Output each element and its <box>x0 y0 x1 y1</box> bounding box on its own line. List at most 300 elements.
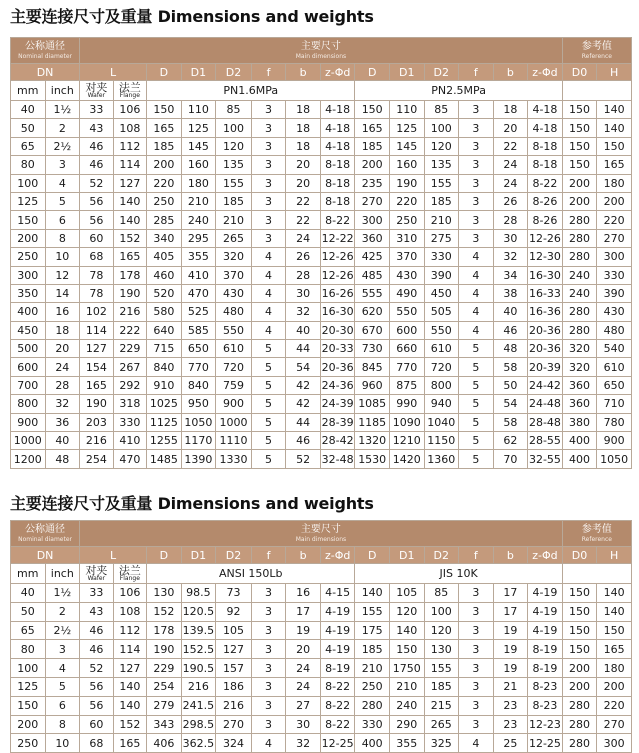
unit-inch: inch <box>45 81 80 101</box>
table-cell: 3 <box>251 715 286 734</box>
table-cell: 370 <box>389 248 424 266</box>
table-cell: 85 <box>216 101 252 119</box>
table-cell: 3 <box>251 621 286 640</box>
table-cell: 3 <box>251 211 286 229</box>
table-cell: 1125 <box>147 413 182 431</box>
table-cell: 120 <box>216 137 252 155</box>
table-cell: 550 <box>389 303 424 321</box>
table-cell: 3 <box>459 156 494 174</box>
col-b: b <box>286 547 321 564</box>
table-cell: 3 <box>459 211 494 229</box>
unit-flange: 法兰 Flange <box>113 81 147 101</box>
table-cell: 145 <box>389 137 424 155</box>
table-cell: 120 <box>389 602 424 621</box>
table-cell: 525 <box>181 303 216 321</box>
table-cell: 770 <box>389 358 424 376</box>
table-cell: 400 <box>11 303 46 321</box>
table-cell: 210 <box>216 211 252 229</box>
table-cell: 4-15 <box>320 584 355 603</box>
table-cell: 80 <box>11 640 46 659</box>
table-cell: 1090 <box>389 413 424 431</box>
table-cell: 110 <box>181 101 216 119</box>
table-cell: 220 <box>597 211 632 229</box>
table-cell: 24-36 <box>320 376 355 394</box>
table-cell: 220 <box>389 192 424 210</box>
table-cell: 900 <box>216 395 252 413</box>
table-cell: 3 <box>459 659 494 678</box>
table-cell: 112 <box>113 137 147 155</box>
table-cell: 152.5 <box>181 640 216 659</box>
table-cell: 800 <box>11 395 46 413</box>
table-cell: 56 <box>80 211 114 229</box>
table-cell: 10 <box>45 248 80 266</box>
table-row <box>11 602 632 621</box>
table-cell: 292 <box>113 376 147 394</box>
table-cell: 20-36 <box>320 358 355 376</box>
table-cell: 24 <box>493 156 528 174</box>
table-cell: 280 <box>562 734 597 753</box>
table-cell: 73 <box>216 584 252 603</box>
table-cell: 127 <box>80 340 114 358</box>
col-z-phid: z-Φd <box>528 64 563 81</box>
table-cell: 4-18 <box>528 101 563 119</box>
table-cell: 324 <box>216 734 252 753</box>
table-cell: 125 <box>11 677 46 696</box>
table-cell: 3 <box>251 119 286 137</box>
col-d0: D0 <box>562 547 597 564</box>
table-cell: 19 <box>493 659 528 678</box>
table-cell: 180 <box>181 174 216 192</box>
table-cell: 8-22 <box>528 174 563 192</box>
table-cell: 165 <box>80 376 114 394</box>
table-cell: 152 <box>113 229 147 247</box>
table-cell: 150 <box>562 584 597 603</box>
table-cell: 200 <box>147 156 182 174</box>
table-cell: 12-23 <box>528 715 563 734</box>
table-cell: 4-19 <box>320 602 355 621</box>
table-cell: 8-19 <box>320 659 355 678</box>
table-cell: 24 <box>45 358 80 376</box>
table-cell: 32 <box>286 734 321 753</box>
table-cell: 270 <box>216 715 252 734</box>
table-cell: 28-48 <box>528 413 563 431</box>
table-cell: 320 <box>562 358 597 376</box>
table-cell: 23 <box>493 715 528 734</box>
table-cell: 165 <box>597 156 632 174</box>
table-cell: 220 <box>597 696 632 715</box>
table-cell: 3 <box>251 101 286 119</box>
table-cell: 19 <box>493 621 528 640</box>
table-cell: 4 <box>251 303 286 321</box>
table-cell: 185 <box>216 192 252 210</box>
table-cell: 17 <box>286 602 321 621</box>
table-cell: 8-18 <box>528 137 563 155</box>
table-cell: 1025 <box>147 395 182 413</box>
table-cell: 106 <box>113 584 147 603</box>
table-cell: 280 <box>562 211 597 229</box>
table-cell: 175 <box>355 621 390 640</box>
table-cell: 114 <box>113 640 147 659</box>
table-cell: 8-26 <box>528 192 563 210</box>
table-cell: 26 <box>493 192 528 210</box>
table-cell: 20 <box>286 156 321 174</box>
table-cell: 16-33 <box>528 284 563 302</box>
table-row <box>11 450 632 468</box>
col-d: D <box>147 547 182 564</box>
table-cell: 1½ <box>45 101 80 119</box>
table-cell: 140 <box>113 211 147 229</box>
table-cell: 5 <box>251 432 286 450</box>
table-cell: 1420 <box>389 450 424 468</box>
table-cell: 406 <box>147 734 182 753</box>
table-cell: 298.5 <box>181 715 216 734</box>
table-cell: 1485 <box>147 450 182 468</box>
table-cell: 1000 <box>216 413 252 431</box>
table-cell: 875 <box>389 376 424 394</box>
table-cell: 16-30 <box>320 303 355 321</box>
table-cell: 165 <box>113 734 147 753</box>
table-cell: 70 <box>493 450 528 468</box>
table-cell: 150 <box>562 602 597 621</box>
table-cell: 405 <box>147 248 182 266</box>
table-cell: 5 <box>251 395 286 413</box>
table-cell: 140 <box>597 119 632 137</box>
table-cell: 410 <box>181 266 216 284</box>
table-cell: 78 <box>80 284 114 302</box>
table-cell: 220 <box>147 174 182 192</box>
table-cell: 3 <box>459 192 494 210</box>
table-cell: 290 <box>389 715 424 734</box>
table-cell: 759 <box>216 376 252 394</box>
table-cell: 4-19 <box>320 621 355 640</box>
table-cell: 3 <box>251 696 286 715</box>
table-row <box>11 584 632 603</box>
table-cell: 1200 <box>11 450 46 468</box>
table-cell: 216 <box>113 303 147 321</box>
table-cell: 18 <box>493 101 528 119</box>
table-cell: 390 <box>424 266 459 284</box>
table-cell: 140 <box>113 677 147 696</box>
table-cell: 165 <box>355 119 390 137</box>
table-cell: 3 <box>45 156 80 174</box>
table-cell: 5 <box>459 413 494 431</box>
table-cell: 150 <box>389 640 424 659</box>
table-cell: 80 <box>11 156 46 174</box>
table-cell: 3 <box>45 640 80 659</box>
table-cell: 700 <box>11 376 46 394</box>
table-cell: 8-18 <box>320 174 355 192</box>
table-cell: 200 <box>597 677 632 696</box>
table-cell: 20-36 <box>528 340 563 358</box>
table-cell: 32 <box>493 248 528 266</box>
unit-wafer: 对夹 Wafer <box>80 564 114 584</box>
table-cell: 28 <box>286 266 321 284</box>
table-cell: 32-55 <box>528 450 563 468</box>
table-cell: 28 <box>45 376 80 394</box>
table-cell: 480 <box>597 321 632 339</box>
table-cell: 210 <box>181 192 216 210</box>
table-cell: 33 <box>80 101 114 119</box>
table-cell: 2 <box>45 602 80 621</box>
table-cell: 8-22 <box>320 211 355 229</box>
table-cell: 400 <box>355 734 390 753</box>
col-l: L <box>80 547 147 564</box>
table-cell: 20-30 <box>320 321 355 339</box>
table-cell: 140 <box>113 696 147 715</box>
table-cell: 430 <box>597 303 632 321</box>
table-row <box>11 229 632 247</box>
table-cell: 540 <box>597 340 632 358</box>
table-cell: 20 <box>45 340 80 358</box>
table-cell: 24-48 <box>528 395 563 413</box>
table-cell: 8-26 <box>528 211 563 229</box>
table-cell: 139.5 <box>181 621 216 640</box>
table-cell: 6 <box>45 696 80 715</box>
table-cell: 3 <box>459 715 494 734</box>
table-cell: 127 <box>113 659 147 678</box>
col-d: D <box>355 547 390 564</box>
table-cell: 505 <box>424 303 459 321</box>
table-cell: 65 <box>11 137 46 155</box>
table-cell: 18 <box>286 137 321 155</box>
table-cell: 4-19 <box>528 584 563 603</box>
table-cell: 250 <box>11 734 46 753</box>
table-cell: 40 <box>286 321 321 339</box>
table-cell: 3 <box>251 677 286 696</box>
col-f: f <box>459 64 494 81</box>
table-cell: 152 <box>113 715 147 734</box>
table-cell: 250 <box>389 211 424 229</box>
table-cell: 265 <box>424 715 459 734</box>
table-cell: 150 <box>147 101 182 119</box>
table-cell: 3 <box>459 229 494 247</box>
table-cell: 8-18 <box>528 156 563 174</box>
table-cell: 30 <box>286 715 321 734</box>
table-cell: 155 <box>355 602 390 621</box>
table-cell: 280 <box>562 696 597 715</box>
table-cell: 42 <box>286 376 321 394</box>
unit-mm: mm <box>11 564 46 584</box>
table-row <box>11 621 632 640</box>
table-cell: 16-30 <box>528 266 563 284</box>
table-cell: 310 <box>389 229 424 247</box>
table-cell: 25 <box>493 734 528 753</box>
table-cell: 46 <box>493 321 528 339</box>
table-row <box>11 376 632 394</box>
table-cell: 154 <box>80 358 114 376</box>
table-cell: 430 <box>216 284 252 302</box>
table-cell: 3 <box>459 174 494 192</box>
table-cell: 520 <box>147 284 182 302</box>
table-cell: 210 <box>424 211 459 229</box>
table-cell: 1330 <box>216 450 252 468</box>
table-cell: 33 <box>80 584 114 603</box>
table-cell: 130 <box>424 640 459 659</box>
table-cell: 216 <box>216 696 252 715</box>
table-cell: 100 <box>424 119 459 137</box>
table-cell: 650 <box>181 340 216 358</box>
table-cell: 46 <box>80 156 114 174</box>
table-cell: 60 <box>80 715 114 734</box>
table-cell: 85 <box>424 584 459 603</box>
col-d1: D1 <box>389 64 424 81</box>
col-z-phid: z-Φd <box>528 547 563 564</box>
table-cell: 1390 <box>181 450 216 468</box>
table-cell: 180 <box>597 174 632 192</box>
table-cell: 6 <box>45 211 80 229</box>
table-cell: 135 <box>424 156 459 174</box>
table-cell: 120 <box>424 621 459 640</box>
table-cell: 4 <box>251 266 286 284</box>
unit-mm: mm <box>11 81 46 101</box>
table-cell: 400 <box>562 450 597 468</box>
reference-blank <box>562 564 631 584</box>
pressure-class-right: JIS 10K <box>355 564 562 584</box>
table-row <box>11 284 632 302</box>
pressure-class-right: PN2.5MPa <box>355 81 562 101</box>
table-cell: 279 <box>147 696 182 715</box>
table-cell: 1050 <box>181 413 216 431</box>
table-cell: 254 <box>147 677 182 696</box>
table-cell: 1360 <box>424 450 459 468</box>
table-cell: 1050 <box>597 450 632 468</box>
table-cell: 610 <box>424 340 459 358</box>
table-cell: 102 <box>80 303 114 321</box>
table-cell: 10 <box>45 734 80 753</box>
table-cell: 610 <box>216 340 252 358</box>
col-b: b <box>286 64 321 81</box>
table-cell: 20 <box>286 640 321 659</box>
table-cell: 56 <box>80 696 114 715</box>
table-row <box>11 432 632 450</box>
table-cell: 140 <box>113 192 147 210</box>
table-cell: 28 <box>493 211 528 229</box>
table-cell: 20-39 <box>528 358 563 376</box>
table-cell: 241.5 <box>181 696 216 715</box>
table-row <box>11 358 632 376</box>
table-cell: 140 <box>355 584 390 603</box>
table-cell: 1255 <box>147 432 182 450</box>
table-cell: 450 <box>424 284 459 302</box>
table-cell: 155 <box>424 174 459 192</box>
table-cell: 203 <box>80 413 114 431</box>
table-cell: 8-23 <box>528 677 563 696</box>
table-cell: 54 <box>493 395 528 413</box>
table-cell: 490 <box>389 284 424 302</box>
col-f: f <box>251 547 286 564</box>
table-cell: 12-25 <box>320 734 355 753</box>
table-cell: 5 <box>251 413 286 431</box>
col-d: D <box>147 64 182 81</box>
table-cell: 240 <box>562 266 597 284</box>
table-cell: 1000 <box>11 432 46 450</box>
table-cell: 40 <box>11 584 46 603</box>
table-cell: 165 <box>113 248 147 266</box>
table-cell: 410 <box>113 432 147 450</box>
table-cell: 16-26 <box>320 284 355 302</box>
table-cell: 280 <box>562 303 597 321</box>
table-cell: 360 <box>562 395 597 413</box>
table-cell: 900 <box>597 432 632 450</box>
table-cell: 780 <box>597 413 632 431</box>
table-cell: 150 <box>597 137 632 155</box>
table-row <box>11 734 632 753</box>
table-cell: 485 <box>355 266 390 284</box>
table-cell: 127 <box>113 174 147 192</box>
dimensions-table-1 <box>10 37 632 469</box>
table-cell: 640 <box>147 321 182 339</box>
table-cell: 43 <box>80 602 114 621</box>
table-cell: 190.5 <box>181 659 216 678</box>
table-cell: 114 <box>80 321 114 339</box>
table-cell: 4 <box>251 248 286 266</box>
table-cell: 200 <box>11 715 46 734</box>
table-cell: 8-18 <box>320 192 355 210</box>
col-h: H <box>597 547 632 564</box>
table-cell: 1750 <box>389 659 424 678</box>
table-cell: 270 <box>597 715 632 734</box>
table-cell: 3 <box>251 640 286 659</box>
table-cell: 32-48 <box>320 450 355 468</box>
table-cell: 12-30 <box>528 248 563 266</box>
table-cell: 370 <box>216 266 252 284</box>
table-cell: 150 <box>562 156 597 174</box>
table-cell: 68 <box>80 734 114 753</box>
table-cell: 65 <box>11 621 46 640</box>
table-cell: 3 <box>459 602 494 621</box>
table-cell: 28-42 <box>320 432 355 450</box>
table-cell: 112 <box>113 621 147 640</box>
table-cell: 165 <box>147 119 182 137</box>
table-cell: 990 <box>389 395 424 413</box>
table-cell: 330 <box>597 266 632 284</box>
table-cell: 2 <box>45 119 80 137</box>
table-row <box>11 101 632 119</box>
main-dimensions-header: 主要尺寸 Main dimensions <box>80 38 563 64</box>
table-cell: 320 <box>562 340 597 358</box>
table-cell: 330 <box>355 715 390 734</box>
table-row <box>11 248 632 266</box>
table-cell: 140 <box>597 101 632 119</box>
table-cell: 24-42 <box>528 376 563 394</box>
table-cell: 430 <box>389 266 424 284</box>
unit-wafer: 对夹 Wafer <box>80 81 114 101</box>
table-cell: 470 <box>113 450 147 468</box>
table-cell: 270 <box>355 192 390 210</box>
table-cell: 3 <box>251 602 286 621</box>
table-cell: 150 <box>562 640 597 659</box>
table-cell: 58 <box>493 413 528 431</box>
table-cell: 240 <box>562 284 597 302</box>
table-cell: 4-18 <box>320 101 355 119</box>
table-cell: 68 <box>80 248 114 266</box>
table-cell: 1040 <box>424 413 459 431</box>
table-cell: 200 <box>562 659 597 678</box>
table-cell: 24-39 <box>320 395 355 413</box>
section-title: 主要连接尺寸及重量 Dimensions and weights <box>10 7 374 26</box>
table-cell: 18 <box>286 119 321 137</box>
table-cell: 12-26 <box>320 266 355 284</box>
table-cell: 5 <box>251 450 286 468</box>
table-cell: 610 <box>597 358 632 376</box>
table-cell: 390 <box>597 284 632 302</box>
table-cell: 325 <box>424 734 459 753</box>
table-cell: 1085 <box>355 395 390 413</box>
table-cell: 186 <box>216 677 252 696</box>
table-cell: 44 <box>286 340 321 358</box>
table-cell: 185 <box>355 137 390 155</box>
table-cell: 715 <box>147 340 182 358</box>
